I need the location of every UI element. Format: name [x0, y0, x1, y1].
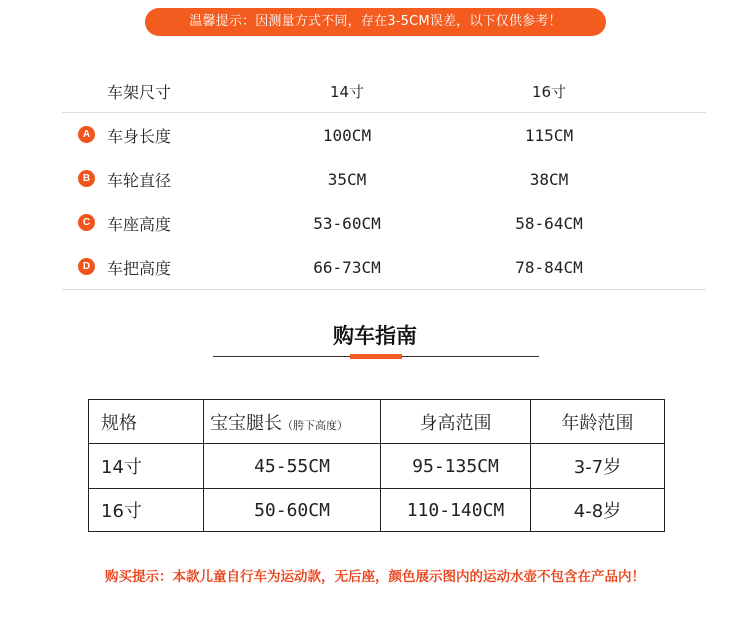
- value-14: 66-73CM: [313, 257, 381, 277]
- table-row: [89, 444, 665, 489]
- size-table: [62, 70, 706, 290]
- guide-title: 购车指南: [333, 324, 417, 348]
- header-16: 16寸: [531, 82, 567, 101]
- guide-leg: 45-55CM: [204, 444, 381, 489]
- row-label: 车身长度: [107, 126, 172, 146]
- guide-height: 95-135CM: [381, 444, 531, 489]
- value-14: 100CM: [322, 125, 372, 145]
- guide-age: 3-7岁: [531, 444, 665, 489]
- value-14: 35CM: [327, 169, 367, 189]
- badge-b-icon: B: [78, 170, 95, 187]
- badge-a-icon: A: [78, 126, 95, 143]
- table-row: [62, 113, 706, 157]
- guide-header-leg-note: （胯下高度）: [282, 418, 348, 432]
- guide-header-age: 年龄范围: [531, 400, 665, 444]
- guide-height: 110-140CM: [381, 489, 531, 532]
- guide-spec: 14寸: [89, 444, 204, 489]
- table-row: [62, 201, 706, 245]
- guide-header-leg: [204, 400, 381, 444]
- guide-header-leg-text: 宝宝腿长: [210, 412, 282, 434]
- guide-table: [88, 399, 665, 532]
- guide-header-spec: 规格: [89, 400, 204, 444]
- header-14: 14寸: [329, 82, 365, 101]
- guide-leg: 50-60CM: [204, 489, 381, 532]
- guide-header-height: 身高范围: [381, 400, 531, 444]
- notice-banner: 温馨提示：因测量方式不同，存在3-5CM误差，以下仅供参考！: [145, 8, 606, 36]
- row-label: 车轮直径: [107, 170, 172, 190]
- value-16: 38CM: [529, 169, 569, 189]
- value-16: 58-64CM: [515, 213, 583, 233]
- header-label: 车架尺寸: [107, 82, 172, 102]
- purchase-tip: 购买提示：本款儿童自行车为运动款，无后座，颜色展示图内的运动水壶不包含在产品内！: [105, 569, 645, 585]
- row-label: 车把高度: [107, 258, 172, 278]
- row-label: 车座高度: [107, 214, 172, 234]
- size-table-header: [62, 70, 706, 113]
- value-16: 78-84CM: [515, 257, 583, 277]
- table-row: [89, 489, 665, 532]
- guide-header-row: [89, 400, 665, 444]
- guide-spec: 16寸: [89, 489, 204, 532]
- guide-accent-bar: [350, 354, 402, 359]
- badge-d-icon: D: [78, 258, 95, 275]
- badge-c-icon: C: [78, 214, 95, 231]
- guide-age: 4-8岁: [531, 489, 665, 532]
- table-row: [62, 157, 706, 201]
- value-16: 115CM: [524, 125, 574, 145]
- value-14: 53-60CM: [313, 213, 381, 233]
- table-row: [62, 245, 706, 290]
